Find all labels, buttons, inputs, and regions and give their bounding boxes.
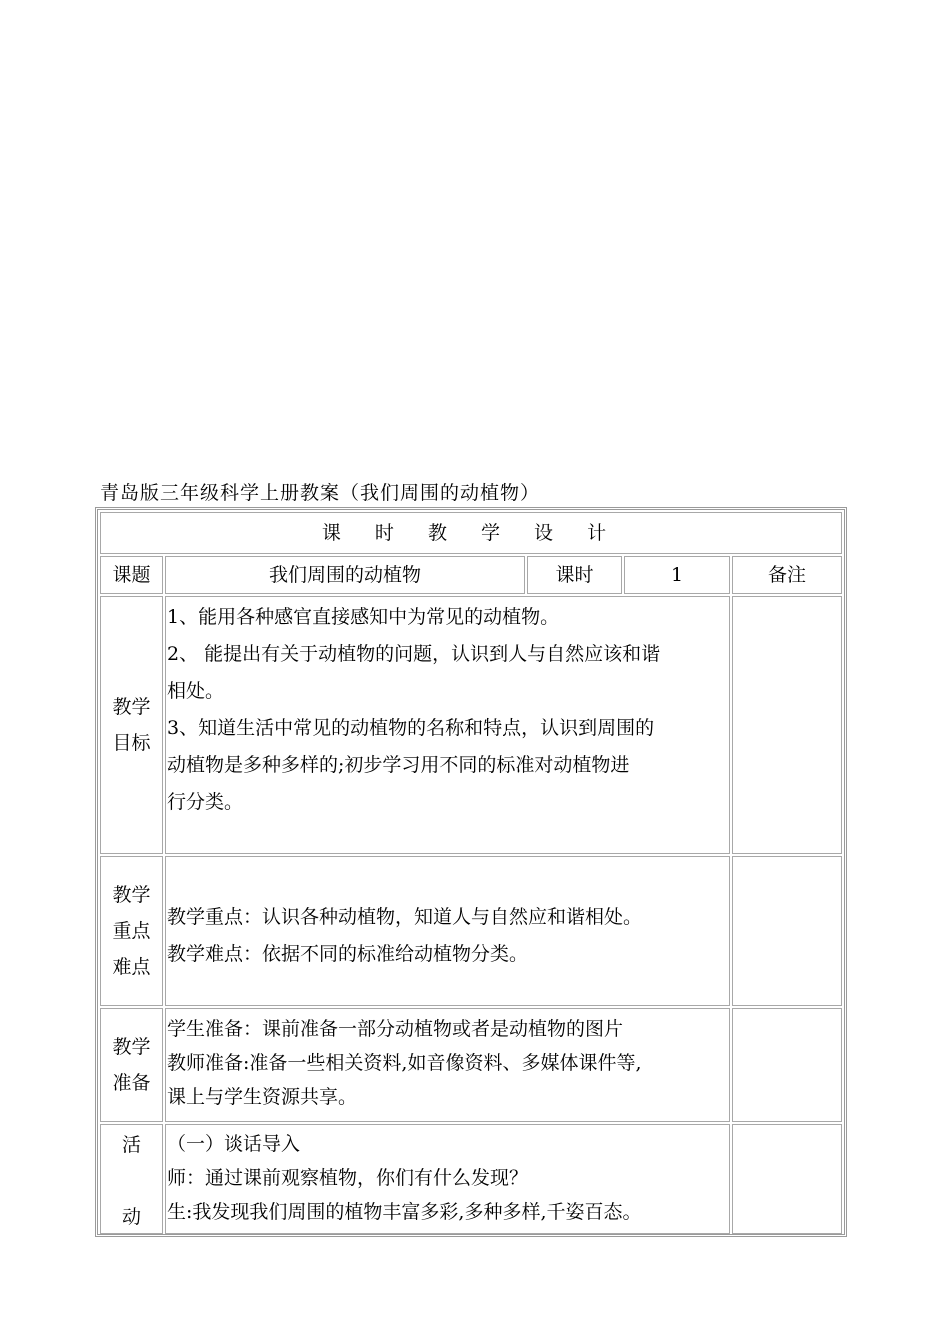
- activity-line: （一）谈话导入: [167, 1133, 301, 1155]
- key-points-content: [165, 856, 730, 1006]
- objective-line: 行分类。: [167, 791, 244, 813]
- topic-value: 我们周围的动植物: [165, 556, 525, 594]
- key-points-label-line: 重点: [112, 920, 151, 942]
- objectives-content: [165, 596, 730, 854]
- period-value: 1: [624, 556, 730, 594]
- objective-line: 相处。: [167, 680, 225, 702]
- activity-notes: [732, 1124, 842, 1234]
- topic-label: 课题: [100, 556, 163, 594]
- preparation-content: [165, 1008, 730, 1122]
- activity-label-line: 活: [121, 1134, 141, 1156]
- objective-line: 2、 能提出有关于动植物的问题，认识到人与自然应该和谐: [167, 643, 661, 665]
- objective-line: 1、能用各种感官直接感知中为常见的动植物。: [167, 606, 560, 628]
- table-header: 课 时 教 学 设 计: [100, 512, 842, 554]
- document-title: 青岛版三年级科学上册教案（我们周围的动植物）: [100, 482, 541, 504]
- activity-label: [100, 1124, 163, 1234]
- objective-line: 3、知道生活中常见的动植物的名称和特点，认识到周围的: [167, 717, 655, 739]
- key-points-notes: [732, 856, 842, 1006]
- objectives-notes: [732, 596, 842, 854]
- key-point-line: 教学重点：认识各种动植物，知道人与自然应和谐相处。: [167, 906, 643, 928]
- preparation-label: [100, 1008, 163, 1122]
- key-point-line: 教学难点：依据不同的标准给动植物分类。: [167, 943, 529, 965]
- preparation-line: 教师准备:准备一些相关资料,如音像资料、多媒体课件等,: [167, 1052, 642, 1074]
- period-label: 课时: [527, 556, 622, 594]
- preparation-line: 学生准备：课前准备一部分动植物或者是动植物的图片: [167, 1018, 624, 1040]
- key-points-label: [100, 856, 163, 1006]
- key-points-label-line: 教学: [112, 884, 151, 906]
- preparation-notes: [732, 1008, 842, 1122]
- preparation-label-line: 准备: [112, 1072, 151, 1094]
- objectives-label-line: 目标: [112, 732, 151, 754]
- objectives-label: [100, 596, 163, 854]
- activity-line: 师：通过课前观察植物，你们有什么发现？: [167, 1167, 529, 1189]
- preparation-label-line: 教学: [112, 1036, 151, 1058]
- activity-label-line: 动: [121, 1206, 141, 1228]
- notes-label: 备注: [732, 556, 842, 594]
- activity-content: [165, 1124, 730, 1234]
- preparation-line: 课上与学生资源共享。: [167, 1086, 358, 1108]
- objectives-label-line: 教学: [112, 696, 151, 718]
- key-points-label-line: 难点: [112, 956, 151, 978]
- lesson-plan-table: [95, 507, 847, 1237]
- objective-line: 动植物是多种多样的;初步学习用不同的标准对动植物进: [167, 754, 630, 776]
- activity-line: 生:我发现我们周围的植物丰富多彩,多种多样,千姿百态。: [167, 1201, 642, 1223]
